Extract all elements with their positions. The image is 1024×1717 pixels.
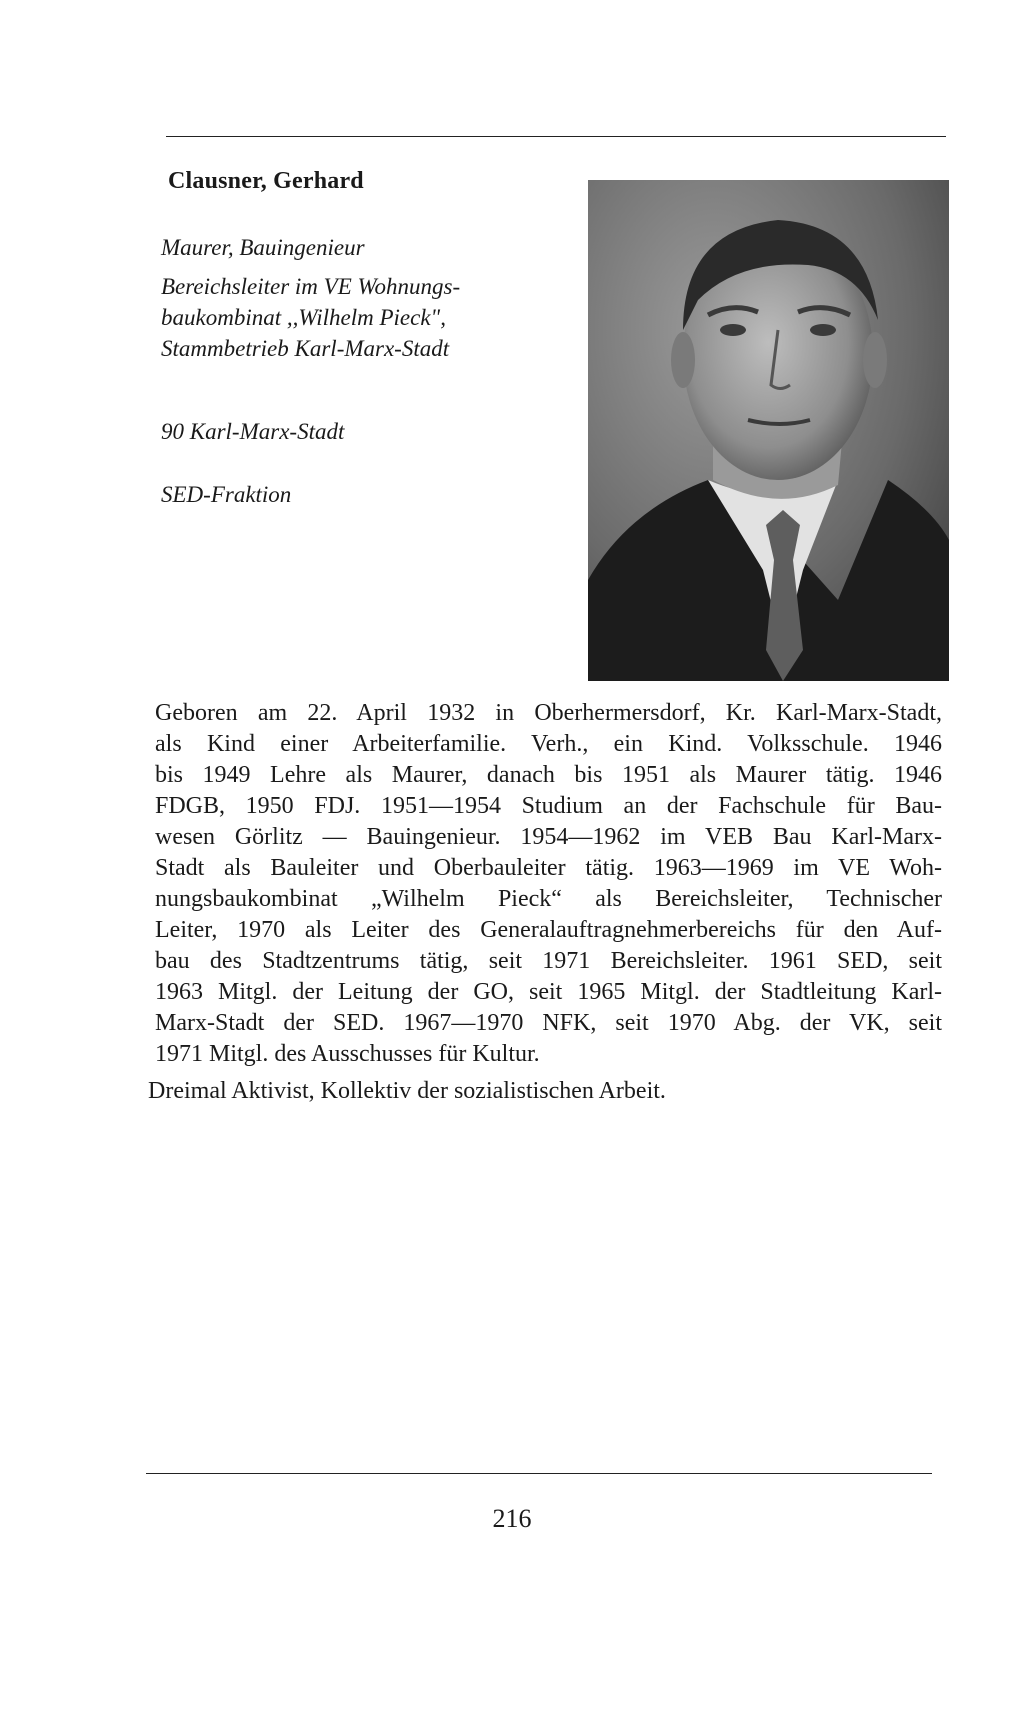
awards-line: Dreimal Aktivist, Kollektiv der sozialistischen Arbeit. bbox=[148, 1078, 666, 1104]
biography-line: Marx-Stadt der SED. 1967—1970 NFK, seit 1970 Abg. der VK, seit bbox=[155, 1010, 942, 1036]
biography-line: bau des Stadtzentrums tätig, seit 1971 Bereichsleiter. 1961 SED, seit bbox=[155, 948, 942, 974]
biography-line: Leiter, 1970 als Leiter des Generalauftragnehmerbereichs für den Auf- bbox=[155, 917, 942, 943]
biography-line: 1971 Mitgl. des Ausschusses für Kultur. bbox=[155, 1041, 540, 1067]
biography-line: wesen Görlitz — Bauingenieur. 1954—1962 im VEB Bau Karl-Marx- bbox=[155, 824, 942, 850]
entry-profession: Maurer, Bauingenieur bbox=[161, 235, 365, 260]
entry-position bbox=[161, 271, 581, 364]
position-line: baukombinat ,,Wilhelm Pieck", bbox=[161, 305, 446, 330]
biography bbox=[155, 698, 942, 1070]
position-line: Bereichsleiter im VE Wohnungs- bbox=[161, 274, 461, 299]
top-divider bbox=[166, 136, 946, 137]
biography-line: Geboren am 22. April 1932 in Oberhermersdorf, Kr. Karl-Marx-Stadt, bbox=[155, 700, 942, 726]
portrait-illustration bbox=[588, 180, 949, 681]
biography-line: 1963 Mitgl. der Leitung der GO, seit 1965 Mitgl. der Stadtleitung Karl- bbox=[155, 979, 942, 1005]
entry-name: Clausner, Gerhard bbox=[168, 168, 364, 194]
entry-place: 90 Karl-Marx-Stadt bbox=[161, 419, 345, 444]
biography-line: Stadt als Bauleiter und Oberbauleiter tätig. 1963—1969 im VE Woh- bbox=[155, 855, 942, 881]
position-line: Stammbetrieb Karl-Marx-Stadt bbox=[161, 336, 450, 361]
bottom-divider bbox=[146, 1473, 932, 1474]
page-number: 216 bbox=[492, 1504, 532, 1533]
biography-line: bis 1949 Lehre als Maurer, danach bis 1951 als Maurer tätig. 1946 bbox=[155, 762, 942, 788]
biography-line: nungsbaukombinat „Wilhelm Pieck“ als Bereichsleiter, Technischer bbox=[155, 886, 942, 912]
biography-line: als Kind einer Arbeiterfamilie. Verh., ein Kind. Volksschule. 1946 bbox=[155, 731, 942, 757]
portrait-photo bbox=[588, 180, 949, 681]
entry-faction: SED-Fraktion bbox=[161, 482, 292, 507]
biography-line: FDGB, 1950 FDJ. 1951—1954 Studium an der Fachschule für Bau- bbox=[155, 793, 942, 819]
